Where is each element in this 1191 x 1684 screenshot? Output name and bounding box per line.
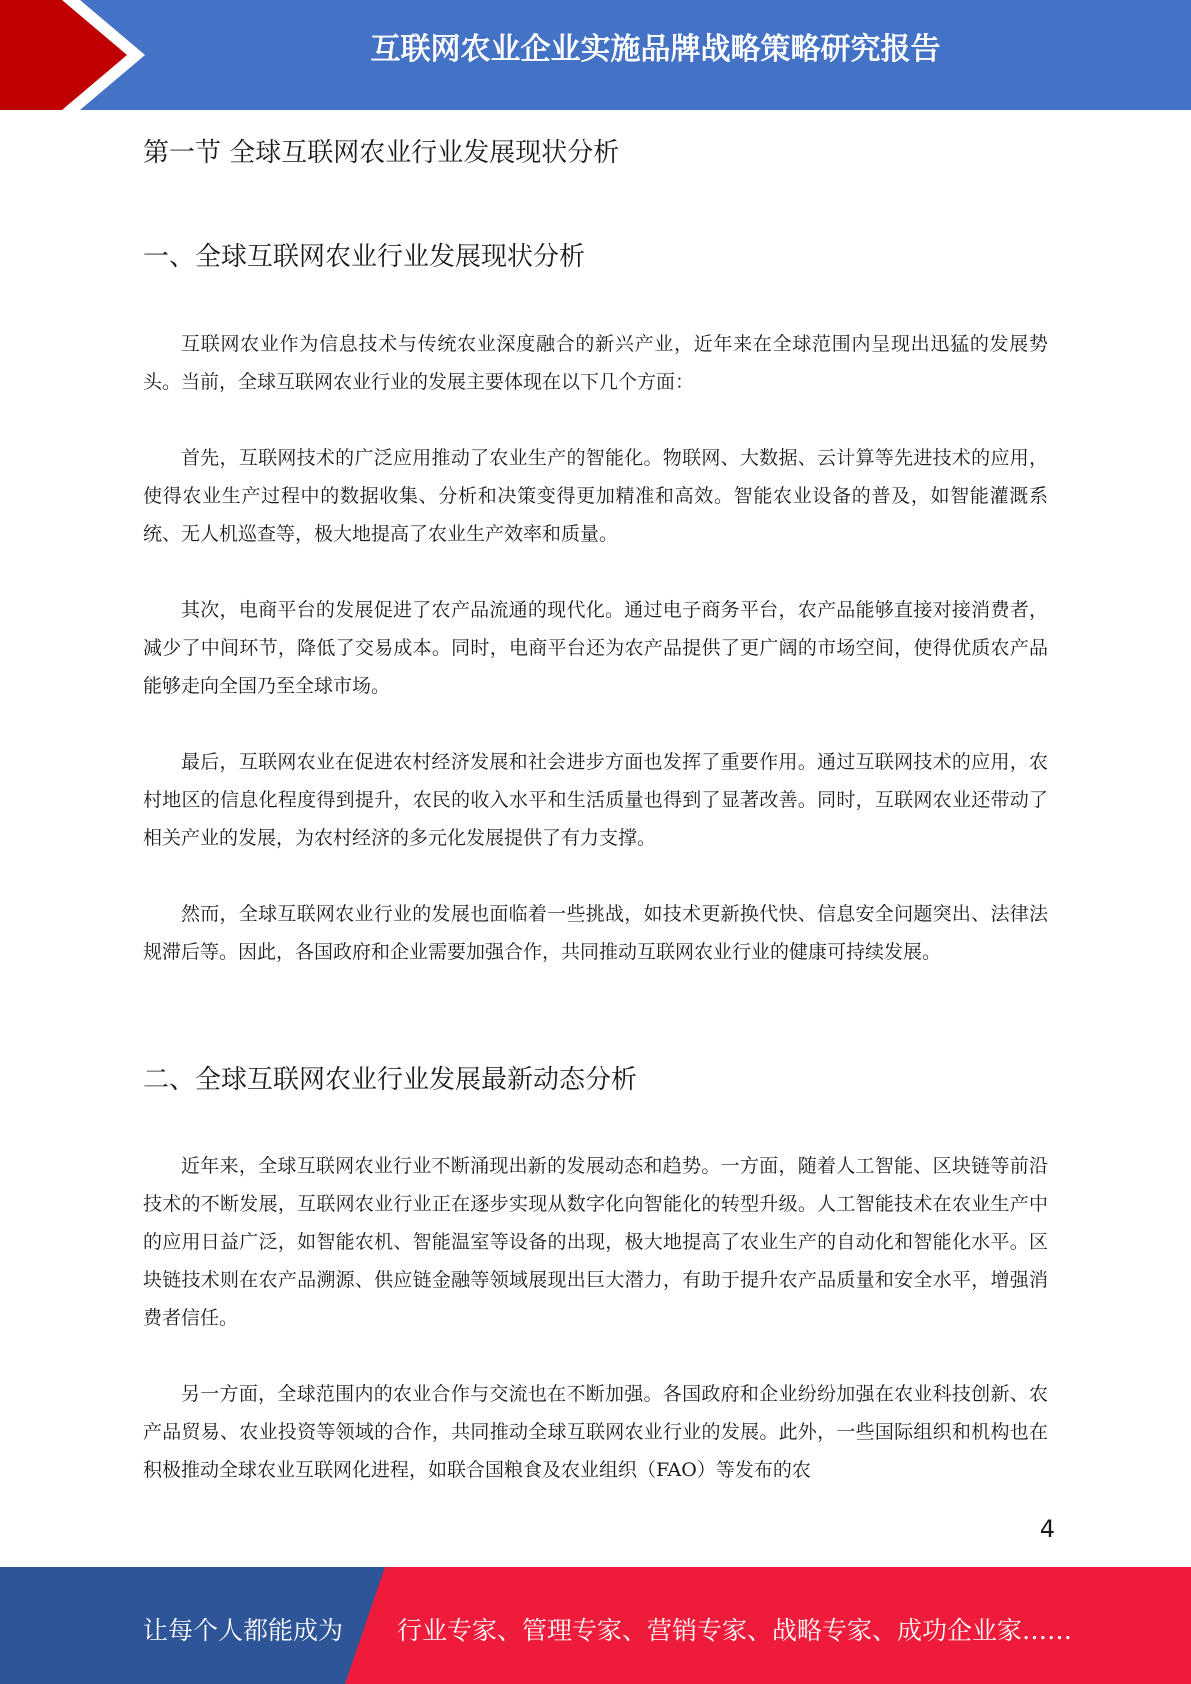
paragraph-6: 近年来，全球互联网农业行业不断涌现出新的发展动态和趋势。一方面，随着人工智能、区块链等前沿技术的不断发展，互联网农业行业正在逐步实现从数字化向智能化的转型升级。人工智能技术在农业生产中的应用日益广泛，如智能农机、智能温室等设备的出现，极大地提高了农业生产的自动化和智能化水平。区块链技术则在农产品溯源、供应链金融等领域展现出巨大潜力，有助于提升农产品质量和安全水平，增强消费者信任。 <box>143 1155 1048 1329</box>
footer-slogan-left: 让每个人都能成为 <box>143 1616 344 1645</box>
paragraph-3: 其次，电商平台的发展促进了农产品流通的现代化。通过电子商务平台，农产品能够直接对接消费者，减少了中间环节，降低了交易成本。同时，电商平台还为农产品提供了更广阔的市场空间，使得优质农产品能够走向全国乃至全球市场。 <box>143 599 1048 697</box>
paragraph-1: 互联网农业作为信息技术与传统农业深度融合的新兴产业，近年来在全球范围内呈现出迅猛的发展势头。当前，全球互联网农业行业的发展主要体现在以下几个方面： <box>143 333 1048 393</box>
section-title: 第一节 全球互联网农业行业发展现状分析 <box>143 138 620 168</box>
paragraph-2: 首先，互联网技术的广泛应用推动了农业生产的智能化。物联网、大数据、云计算等先进技术的应用，使得农业生产过程中的数据收集、分析和决策变得更加精准和高效。智能农业设备的普及，如智能灌溉系统、无人机巡查等，极大地提高了农业生产效率和质量。 <box>143 447 1048 545</box>
footer-slogan-right: 行业专家、管理专家、营销专家、战略专家、成功企业家…… <box>397 1616 1073 1645</box>
subsection-title-1: 一、全球互联网农业行业发展现状分析 <box>143 242 586 272</box>
subsection-title-2: 二、全球互联网农业行业发展最新动态分析 <box>143 1065 638 1095</box>
document-title: 互联网农业企业实施品牌战略策略研究报告 <box>370 32 941 67</box>
paragraph-7: 另一方面，全球范围内的农业合作与交流也在不断加强。各国政府和企业纷纷加强在农业科技创新、农产品贸易、农业投资等领域的合作，共同推动全球互联网农业行业的发展。此外，一些国际组织和机构也在积极推动全球农业互联网化进程，如联合国粮食及农业组织（FAO）等发布的农 <box>143 1383 1048 1481</box>
paragraph-4: 最后，互联网农业在促进农村经济发展和社会进步方面也发挥了重要作用。通过互联网技术的应用，农村地区的信息化程度得到提升，农民的收入水平和生活质量也得到了显著改善。同时，互联网农业还带动了相关产业的发展，为农村经济的多元化发展提供了有力支撑。 <box>143 751 1048 849</box>
page-number: 4 <box>1039 1515 1055 1543</box>
page-header <box>0 0 1191 110</box>
paragraph-5: 然而，全球互联网农业行业的发展也面临着一些挑战，如技术更新换代快、信息安全问题突出、法律法规滞后等。因此，各国政府和企业需要加强合作，共同推动互联网农业行业的健康可持续发展。 <box>143 903 1048 963</box>
